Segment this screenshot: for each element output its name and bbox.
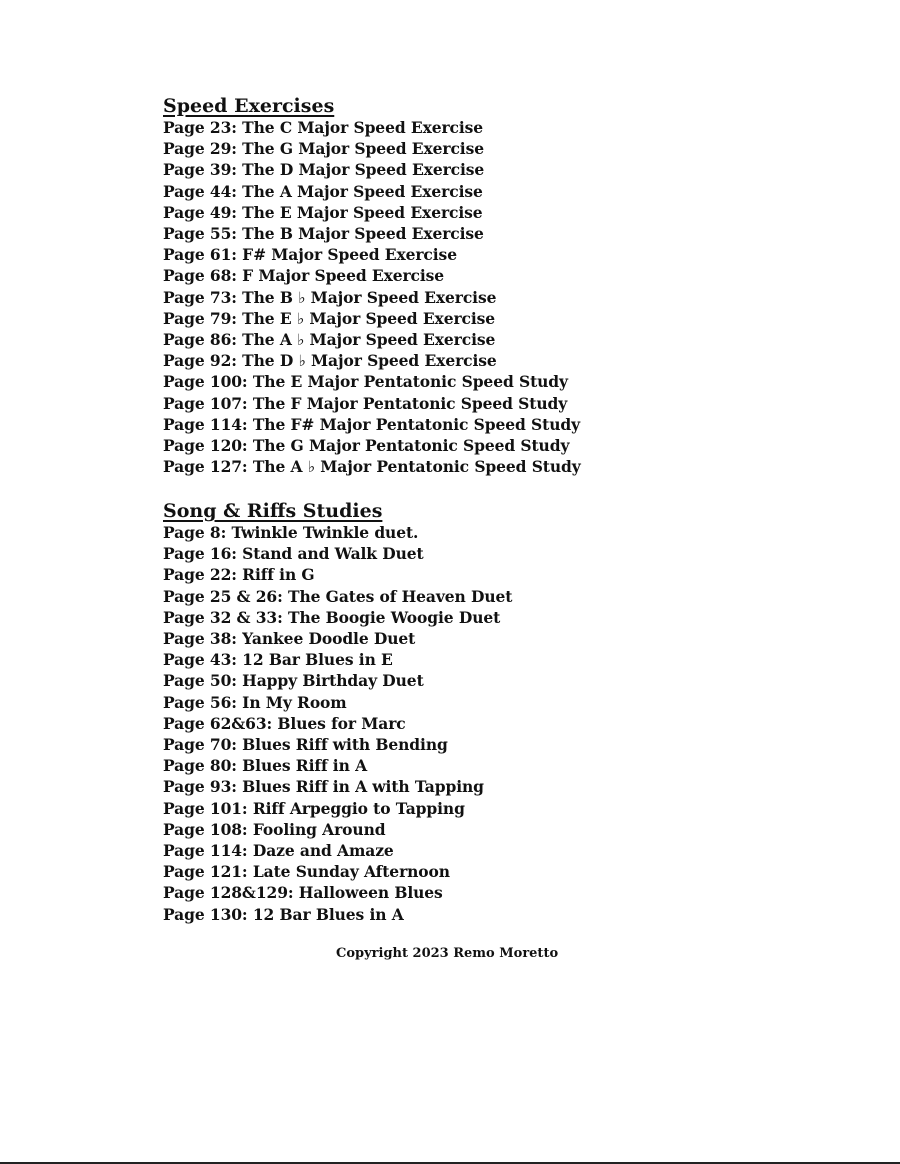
toc-entry: Page 108: Fooling Around: [163, 819, 386, 839]
toc-entry: Page 39: The D Major Speed Exercise: [163, 160, 485, 180]
toc-entry: Page 93: Blues Riff in A with Tapping: [163, 777, 484, 797]
toc-entry: Page 107: The F Major Pentatonic Speed Study: [163, 393, 568, 413]
toc-entry: Page 101: Riff Arpeggio to Tapping: [163, 798, 465, 818]
toc-entry: Page 22: Riff in G: [163, 565, 315, 585]
toc-entry: Page 50: Happy Birthday Duet: [163, 671, 424, 691]
toc-entry: Page 32 & 33: The Boogie Woogie Duet: [163, 607, 501, 627]
copyright-notice: Copyright 2023 Remo Moretto: [336, 946, 559, 961]
toc-entry: Page 121: Late Sunday Afternoon: [163, 862, 450, 882]
toc-entry: Page 29: The G Major Speed Exercise: [163, 139, 484, 159]
toc-entry: Page 130: 12 Bar Blues in A: [163, 904, 404, 924]
toc-entry: Page 114: The F# Major Pentatonic Speed Study: [163, 414, 581, 434]
speed-exercises-heading: Speed Exercises: [163, 95, 335, 117]
toc-entry: Page 100: The E Major Pentatonic Speed Study: [163, 372, 568, 392]
toc-entry: Page 114: Daze and Amaze: [163, 841, 394, 861]
toc-entry: Page 73: The B ♭ Major Speed Exercise: [163, 287, 497, 307]
toc-entry: Page 61: F# Major Speed Exercise: [163, 245, 457, 265]
toc-entry: Page 44: The A Major Speed Exercise: [163, 181, 483, 201]
toc-entry: Page 55: The B Major Speed Exercise: [163, 224, 484, 244]
song-riffs-studies-heading: Song & Riffs Studies: [163, 500, 383, 522]
toc-entry: Page 70: Blues Riff with Bending: [163, 735, 448, 755]
toc-entry: Page 56: In My Room: [163, 692, 347, 712]
toc-entry: Page 128&129: Halloween Blues: [163, 883, 443, 903]
toc-entry: Page 80: Blues Riff in A: [163, 756, 367, 776]
toc-entry: Page 92: The D ♭ Major Speed Exercise: [163, 351, 497, 371]
speed-exercises-list: [163, 117, 581, 477]
toc-entry: Page 38: Yankee Doodle Duet: [163, 629, 416, 649]
toc-entry: Page 23: The C Major Speed Exercise: [163, 118, 484, 137]
toc-entry: Page 120: The G Major Pentatonic Speed Study: [163, 436, 570, 456]
toc-entry: Page 16: Stand and Walk Duet: [163, 544, 424, 564]
speed-exercises-section: [163, 95, 581, 477]
toc-entry: Page 86: The A ♭ Major Speed Exercise: [163, 330, 496, 350]
toc-entry: Page 62&63: Blues for Marc: [163, 713, 406, 733]
toc-entry: Page 127: The A ♭ Major Pentatonic Speed Study: [163, 457, 581, 477]
toc-entry: Page 8: Twinkle Twinkle duet.: [163, 523, 419, 542]
toc-entry: Page 79: The E ♭ Major Speed Exercise: [163, 308, 496, 328]
toc-entry: Page 25 & 26: The Gates of Heaven Duet: [163, 586, 513, 606]
toc-entry: Page 43: 12 Bar Blues in E: [163, 650, 393, 670]
toc-entry: Page 68: F Major Speed Exercise: [163, 266, 445, 286]
song-riffs-studies-list: [163, 522, 512, 925]
song-riffs-studies-section: [163, 500, 512, 925]
toc-entry: Page 49: The E Major Speed Exercise: [163, 202, 483, 222]
